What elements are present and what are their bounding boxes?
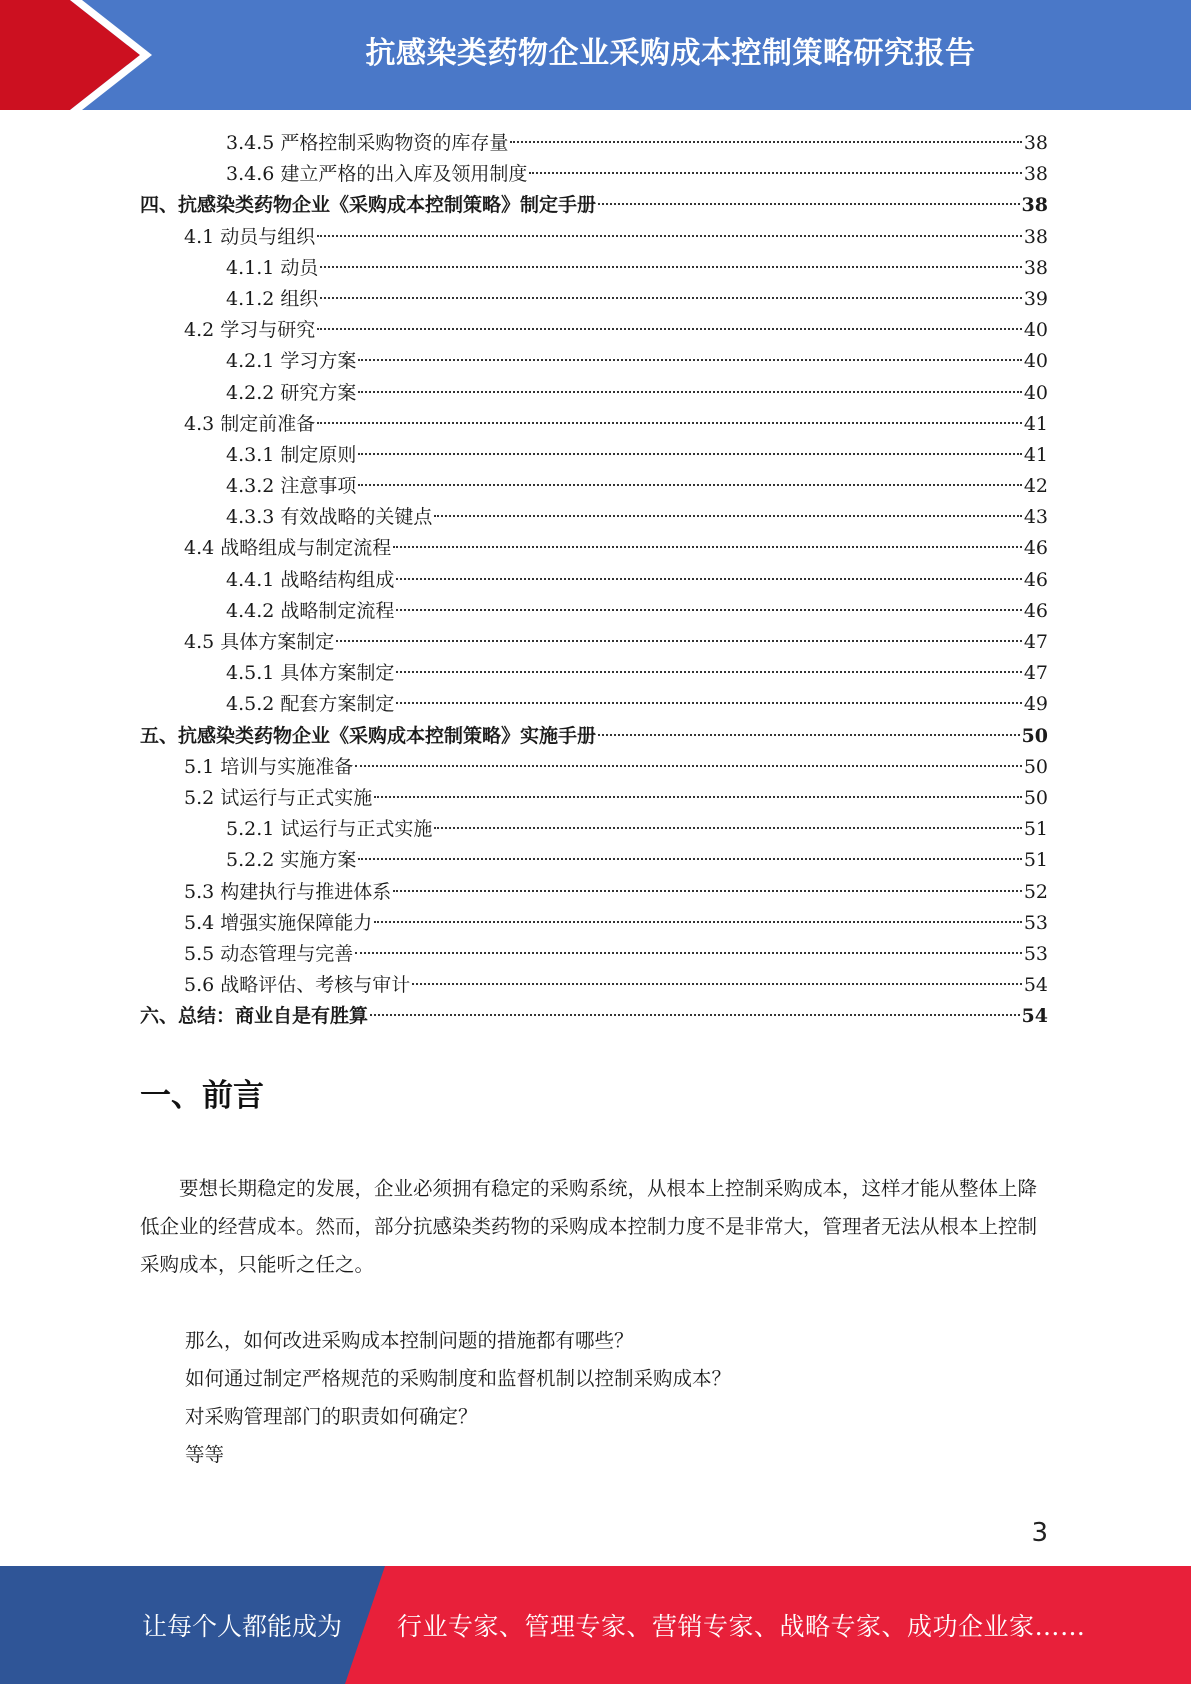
toc-entry-page: 53	[1023, 942, 1048, 965]
preface-heading: 一、前言	[140, 1078, 264, 1114]
toc-entry[interactable]	[140, 128, 1048, 159]
toc-entry[interactable]	[140, 596, 1048, 627]
toc-entry-page: 38	[1023, 163, 1048, 186]
toc-entry-page: 47	[1023, 631, 1048, 653]
toc-entry-page: 52	[1023, 880, 1048, 903]
toc-entry-title: 5.1 培训与实施准备	[184, 755, 354, 778]
page-number: 3	[1031, 1518, 1048, 1548]
toc-dot-leader	[317, 422, 1022, 424]
toc-entry-title: 4.3.3 有效战略的关键点	[226, 506, 433, 529]
toc-entry[interactable]	[140, 440, 1048, 471]
toc-entry-page: 42	[1023, 475, 1048, 498]
footer-slogan-left: 让每个人都能成为	[142, 1612, 343, 1641]
toc-entry-page: 43	[1023, 506, 1048, 529]
toc-dot-leader	[396, 702, 1021, 704]
toc-entry[interactable]	[140, 315, 1048, 346]
toc-entry-page: 39	[1023, 287, 1048, 310]
toc-dot-leader	[355, 952, 1022, 954]
toc-entry-title: 4.1 动员与组织	[184, 225, 316, 248]
toc-entry[interactable]	[140, 658, 1048, 689]
toc-entry-title: 3.4.6 建立严格的出入库及领用制度	[226, 163, 528, 186]
preface-questions	[185, 1322, 731, 1474]
toc-entry[interactable]	[140, 533, 1048, 564]
toc-entry-title: 5.5 动态管理与完善	[184, 942, 354, 965]
toc-entry[interactable]	[140, 627, 1048, 658]
toc-entry-title: 六、总结：商业自是有胜算	[140, 1005, 369, 1028]
toc-entry[interactable]	[140, 284, 1048, 315]
toc-entry[interactable]	[140, 752, 1048, 783]
toc-entry-title: 四、抗感染类药物企业《采购成本控制策略》制定手册	[140, 194, 597, 217]
toc-entry-title: 4.2 学习与研究	[184, 319, 316, 342]
toc-dot-leader	[412, 983, 1022, 985]
report-title: 抗感染类药物企业采购成本控制策略研究报告	[365, 36, 976, 71]
toc-dot-leader	[434, 515, 1021, 517]
toc-entry-page: 54	[1023, 974, 1048, 997]
toc-dot-leader	[317, 328, 1022, 330]
preface-paragraph: 要想长期稳定的发展，企业必须拥有稳定的采购系统，从根本上控制采购成本，这样才能从整体上降低企业的经营成本。然而，部分抗感染类药物的采购成本控制力度不是非常大，管理者无法从根本上控制采购成本，只能听之任之。	[140, 1177, 1038, 1276]
table-of-contents	[140, 128, 1048, 1032]
toc-entry-title: 5.3 构建执行与推进体系	[184, 880, 392, 903]
toc-dot-leader	[393, 546, 1022, 548]
question-line: 那么，如何改进采购成本控制问题的措施都有哪些？	[185, 1329, 634, 1352]
toc-entry-page: 41	[1023, 443, 1048, 466]
toc-entry-title: 4.3.1 制定原则	[226, 443, 357, 466]
toc-entry[interactable]	[140, 939, 1048, 970]
toc-entry-title: 4.3.2 注意事项	[226, 475, 357, 498]
toc-entry[interactable]	[140, 378, 1048, 409]
toc-dot-leader	[358, 484, 1021, 486]
toc-entry[interactable]	[140, 222, 1048, 253]
toc-entry-page: 53	[1023, 911, 1048, 934]
toc-entry[interactable]	[140, 689, 1048, 720]
toc-entry-page: 46	[1023, 599, 1048, 622]
toc-entry-page: 38	[1021, 194, 1048, 217]
toc-entry-page: 46	[1023, 568, 1048, 591]
toc-entry[interactable]	[140, 346, 1048, 377]
toc-entry-page: 38	[1023, 256, 1048, 279]
toc-entry[interactable]	[140, 502, 1048, 533]
toc-dot-leader	[529, 172, 1021, 174]
toc-entry-page: 49	[1023, 693, 1048, 716]
toc-entry-page: 50	[1023, 786, 1048, 809]
toc-entry[interactable]	[140, 970, 1048, 1001]
toc-dot-leader	[320, 266, 1021, 268]
toc-entry-title: 4.5.2 配套方案制定	[226, 693, 395, 716]
toc-entry-page: 51	[1023, 849, 1048, 872]
toc-entry-page: 46	[1023, 537, 1048, 560]
question-line: 对采购管理部门的职责如何确定？	[185, 1405, 478, 1428]
toc-entry-title: 4.5.1 具体方案制定	[226, 662, 395, 685]
toc-dot-leader	[374, 796, 1022, 798]
toc-entry-page: 54	[1021, 1005, 1048, 1028]
toc-entry[interactable]	[140, 908, 1048, 939]
toc-dot-leader	[396, 609, 1021, 611]
toc-entry-page: 40	[1023, 350, 1048, 373]
page-header	[0, 0, 1191, 110]
toc-entry-title: 5.6 战略评估、考核与审计	[184, 974, 411, 997]
toc-entry-title: 4.3 制定前准备	[184, 412, 316, 435]
toc-entry[interactable]	[140, 565, 1048, 596]
toc-dot-leader	[358, 359, 1021, 361]
toc-entry-title: 4.2.2 研究方案	[226, 381, 357, 404]
toc-entry-page: 50	[1021, 724, 1048, 747]
toc-dot-leader	[317, 235, 1022, 237]
page-footer	[0, 1566, 1191, 1684]
footer-slogan-right: 行业专家、管理专家、营销专家、战略专家、成功企业家……	[397, 1612, 1086, 1641]
toc-entry-title: 5.2.2 实施方案	[226, 849, 357, 872]
toc-entry-title: 3.4.5 严格控制采购物资的库存量	[226, 132, 509, 154]
toc-entry[interactable]	[140, 783, 1048, 814]
toc-entry-title: 4.1.1 动员	[226, 256, 319, 279]
toc-dot-leader	[393, 890, 1022, 892]
toc-entry[interactable]	[140, 471, 1048, 502]
toc-entry[interactable]	[140, 1001, 1048, 1032]
toc-entry-page: 51	[1023, 818, 1048, 841]
toc-entry[interactable]	[140, 845, 1048, 876]
toc-entry[interactable]	[140, 814, 1048, 845]
toc-entry-title: 4.1.2 组织	[226, 287, 319, 310]
toc-entry-page: 47	[1023, 662, 1048, 685]
toc-entry-title: 五、抗感染类药物企业《采购成本控制策略》实施手册	[140, 724, 597, 747]
toc-entry-page: 38	[1023, 225, 1048, 248]
toc-dot-leader	[320, 297, 1021, 299]
toc-entry-page: 50	[1023, 755, 1048, 778]
toc-dot-leader	[358, 391, 1021, 393]
toc-entry-page: 40	[1023, 381, 1048, 404]
toc-entry-title: 4.2.1 学习方案	[226, 350, 357, 373]
toc-entry[interactable]	[140, 159, 1048, 190]
toc-dot-leader	[598, 734, 1020, 736]
toc-entry[interactable]	[140, 190, 1048, 221]
toc-dot-leader	[510, 141, 1021, 143]
toc-entry-title: 4.4.1 战略结构组成	[226, 568, 395, 591]
toc-entry-title: 4.4 战略组成与制定流程	[184, 537, 392, 560]
toc-entry-title: 4.5 具体方案制定	[184, 631, 335, 653]
toc-entry-title: 5.4 增强实施保障能力	[184, 911, 373, 934]
toc-dot-leader	[355, 765, 1022, 767]
question-line: 如何通过制定严格规范的采购制度和监督机制以控制采购成本？	[185, 1367, 732, 1390]
toc-dot-leader	[434, 827, 1021, 829]
toc-dot-leader	[370, 1014, 1020, 1016]
toc-entry-page: 40	[1023, 319, 1048, 342]
toc-entry-title: 5.2 试运行与正式实施	[184, 786, 373, 809]
question-line: 等等	[185, 1443, 225, 1466]
toc-dot-leader	[396, 578, 1021, 580]
toc-entry-title: 4.4.2 战略制定流程	[226, 599, 395, 622]
toc-entry[interactable]	[140, 409, 1048, 440]
toc-entry[interactable]	[140, 721, 1048, 752]
toc-dot-leader	[336, 640, 1022, 642]
toc-entry-page: 38	[1023, 132, 1048, 154]
toc-dot-leader	[396, 671, 1021, 673]
toc-entry[interactable]	[140, 877, 1048, 908]
toc-entry[interactable]	[140, 253, 1048, 284]
toc-entry-title: 5.2.1 试运行与正式实施	[226, 818, 433, 841]
toc-dot-leader	[358, 858, 1021, 860]
toc-entry-page: 41	[1023, 412, 1048, 435]
toc-dot-leader	[598, 203, 1020, 205]
toc-dot-leader	[358, 453, 1021, 455]
toc-dot-leader	[374, 921, 1022, 923]
header-red-arrow-decoration	[0, 0, 160, 110]
